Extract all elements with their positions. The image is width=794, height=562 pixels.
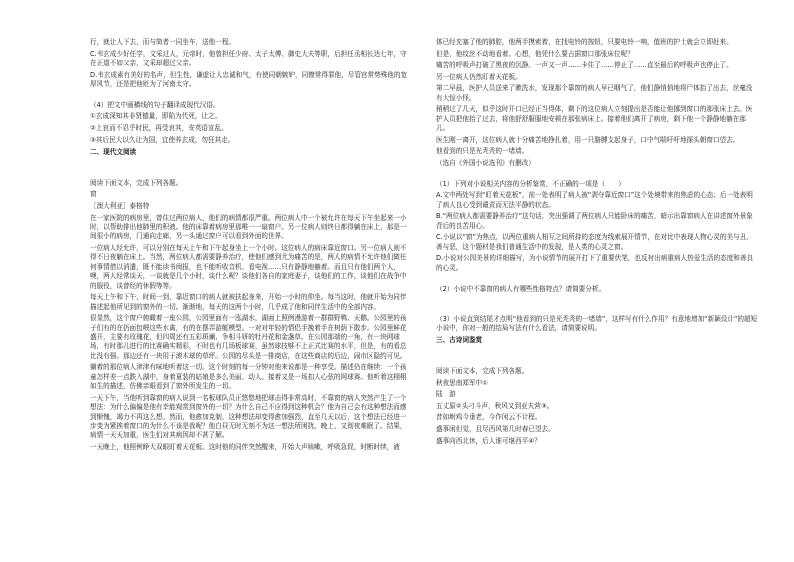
paragraph: 阅读下面文本，完成下列各题。 xyxy=(436,367,529,376)
paragraph xyxy=(436,171,758,178)
paragraph: 体已经充塞了他的肺腔，他两手摸索着，在找电铃的按钮，只要电铃一响，值班的护士就会立即赶来。 xyxy=(436,38,733,46)
paragraph: C.韦玄成少好任学，文采过人，元帝时，他曾担任少府、太子太傅、御史大夫等职，后担任丞相长达七年，守在正道不如父亲，文采却超过父亲。 xyxy=(90,49,407,67)
paragraph xyxy=(90,92,412,99)
paragraph: 另一位病人仍然盯着天花板。 xyxy=(436,72,522,81)
paragraph: 窗 xyxy=(90,190,97,199)
paragraph: D.韦玄成素有美好的名声，但生性，谦虚让人忠诚和气，有使同朝嫉妒，同僚常得罪他，尽管宫常势殊他的宽厚风节，还是把他贬为了河南太守。 xyxy=(90,70,408,88)
paragraph: B.“两位病人都需要静养治疗”这句话，突出强调了两位病人只能卧床的痛苦，暗示出靠窗病人在讲述窗外景象背后的良苦用心。 xyxy=(436,212,753,230)
paragraph: 盛事闲但觉，且尽西风第几时春已望去。 xyxy=(436,425,555,434)
paragraph: C.小说以“窗”为焦点，以两位重病人相互之间所持的态度为线索展开情节，在对比中表现人物心灵的美与丑、善与恶，这个题材是我们普通生活中的发现，是人类的心灵之窗。 xyxy=(436,233,753,251)
paragraph: 阅读下面文本，完成下列各题。 xyxy=(90,178,183,187)
paragraph: 痛苦的呼吸声打破了黑夜的沉静。一声又一声……卡住了……停止了……直至最后的呼吸声也停止了。 xyxy=(436,61,733,70)
paragraph xyxy=(436,349,758,356)
paragraph: 一位病人经允许，可以分别在每天上午和下午起身坐上一个小时。这位病人的病床靠近窗口。另一位病人则不得不日夜躺在床上。当然，两位病人都需要静养治疗，使他们感到尤为痛苦的是，两人的病情不允许他们做任何事情借以消遣，既不能读书阅报，也不能听收音机、看电视……只有静静地躺着。而且只有他们两个人，噢，两人经常谈天，一谈就是几个小时，谈什么呢？谈他们各自的家庭妻子，谈他们的工作，谈他们在战争中的服役，谈曾经的休假等等。 xyxy=(90,243,407,290)
left-column xyxy=(90,38,412,455)
paragraph: （3）小说直到结尾才点明“他看到的只是光秃秃的一堵墙”，这样写有什么作用？有意地增加“新颖设计”的超短小说中，你对一般的结局写法有什么看法，请简要说明。 xyxy=(436,314,758,332)
paragraph: 第二早晨，医护人员送来了漱洗水，发现那个靠窗的病人早已咽气了，他们静悄悄地将尸体抬了出去，丝毫没有大惊小怪。 xyxy=(436,84,753,102)
section-heading: 二、现代文阅读 xyxy=(90,147,137,156)
paragraph: 昔如埘鸡今垂老，今作闲云不计程。 xyxy=(436,413,542,422)
paragraph: 秋夜思南郑军中① xyxy=(436,378,489,387)
right-column xyxy=(436,38,758,448)
paragraph: 每天上午和下午，时间一到，靠近窗口的病人就被扶起身来，开始一小时的仰坐。每当这时，他就开始为同伴描述起他所见到的窗外的一切。渐渐地，每天的这两个小时，几乎成了他和同伴生活中的全部内容。 xyxy=(90,293,407,311)
paragraph xyxy=(90,160,412,167)
section-heading: 三、古诗词鉴赏 xyxy=(436,336,483,345)
paragraph xyxy=(436,358,758,365)
paragraph: 但是，他纹丝不动地看着。心想，他凭什么要占据窗口那张床位呢？ xyxy=(436,49,634,58)
paragraph: ②上哀而不忍乎时民，再受哀其，安英语宣乱。 xyxy=(90,123,228,132)
paragraph: 躺着的那位病人津津有味地听着这一切。这个时刻的每一分钟对他来说都是一种享受。描述仍在继续：一个孩童怎样差一点跌入湖中，身着夏装的姑娘是多么美丽、动人。接着又是一场扣人心弦的网球赛。他听着这栩栩如生的描述，仿佛亲眼看到了窗外所发生的一切。 xyxy=(90,363,407,391)
paragraph: 行，就让人下去，而与简者一同坐车，送他一程。 xyxy=(90,38,236,46)
paragraph xyxy=(436,305,758,312)
paragraph: ③其后民大以久让为国，宜使养玄成，勿狂其走。 xyxy=(90,135,235,144)
paragraph xyxy=(436,296,758,303)
paragraph: 很显然，这个窗户俯瞰着一座公园，公园里面有一泓湖水，湖面上照例漫游着一群群野鸭、天鹅。公园里的孩子们有的在扔面包喂这些水禽，有的在摆弄游艇模型。一对对年轻的情侣手挽着手在树荫下散步。公园里鲜花盛开，主要有玫瑰花，但四周还有五彩斑斓、争相斗妍的牡丹花和金盏草。在公园那端的一角，有一块网球场，有时那儿进行的比赛确实精彩，不时也有几场板球赛，虽然球技够不上正式比赛的水平，但是，有的看总比没有强。那边还有一块用于滚木球的草坪。公园的尽头是一排商店，在这些商店的后边，闹市区隐约可见。 xyxy=(90,314,407,360)
paragraph: （2）小说中不靠窗的病人有哪些性格特点？请简要分析。 xyxy=(436,284,606,293)
paragraph: 在一家医院的病房里，曾住过两位病人，他们的病情都很严重。两位病人中一个被允许在每天下午坐起来一小时，以帮助排出他肺里的积液。他的床靠着病房里那唯一一扇窗户。另一位病人则终日都得躺在床上，那是一间很小的病房，门通向走廊，另一头通过窗户可以看到外面的世界。 xyxy=(90,213,407,241)
paragraph: ［澳大利亚］泰格特 xyxy=(90,201,150,210)
paragraph: 稍稍过了几天，似乎这时开口已经正当得体，剩下的这位病人立刻提出是否能让他挪到窗口的那张床上去。医护人员把他抬了过去，将他舒舒服服地安顿在那张病床上。接着他们离开了病房，剩下他一个静静地躺在那儿。 xyxy=(436,105,753,133)
paragraph: 一天下午，当他听到靠窗的病人说到一名板球队员正悠悠地把球击得非常高时，不靠窗的病人突然产生了一个想法：为什么偏偏是他有幸能观赏到窗外的一切？为什么自己不应得到这种机会？他为自己会有这种想法而感到惭愧，竭力不再这么想。然而，他愈加克制，这种想法却变得愈加强烈，直至几天以后，这个想法已经进一步变为紧挨着窗口的为什么不该是我呢？他白昼无时无刻不为这一想法所困扰，晚上，又彻夜难眠了。结果，病情一天天加重，医生们对其病因却不甚了解。 xyxy=(90,393,407,440)
paragraph: 一天晚上，他照例睁大双眼盯着天花板。这时他的同伴突然醒来，开始大声咳嗽，呼吸急促，时断时续，液 xyxy=(90,443,400,451)
paragraph: （选自《外国小说选刊》有删改） xyxy=(436,158,535,167)
paragraph: 医生刚一离开，这位病人就十分痛苦地挣扎着，用一只胳膊支起身子，口中气喘吁吁地探头朝窗口望去。 xyxy=(436,135,740,144)
paragraph: 盛事向西北休，后人谁可继西平④？ xyxy=(436,436,541,445)
paragraph: 五丈原②头刁斗声，秋风又到亚夫营③。 xyxy=(436,401,554,410)
paragraph: D.小说对公园美景的详细描写，为小说情节的展开打下了重要伏笔，也反衬出病重病人热爱生活的态度和善良的心灵。 xyxy=(436,254,754,272)
paragraph: 他看到的只是光秃秃的一堵墙。 xyxy=(436,147,529,156)
paragraph xyxy=(436,275,758,282)
paragraph: （1）下列对小说相关内容的分析鉴赏，不正确的一项是（ ） xyxy=(436,179,625,188)
paragraph: 陆 游 xyxy=(436,390,456,399)
paragraph: A.文中两处写到“盯着天花板”，前一处表明了病人被“剥夺靠近窗口”这个处境带来的焦虑的心态；后一处表明了病人良心受到谴责而无法平静的状态。 xyxy=(436,191,753,209)
paragraph: ①玄成深知其非贤德量，即陷为代死，让之。 xyxy=(90,112,222,121)
paragraph: （4）把文中画横线的句子翻译成现代汉语。 xyxy=(90,100,220,109)
paragraph xyxy=(90,170,412,177)
